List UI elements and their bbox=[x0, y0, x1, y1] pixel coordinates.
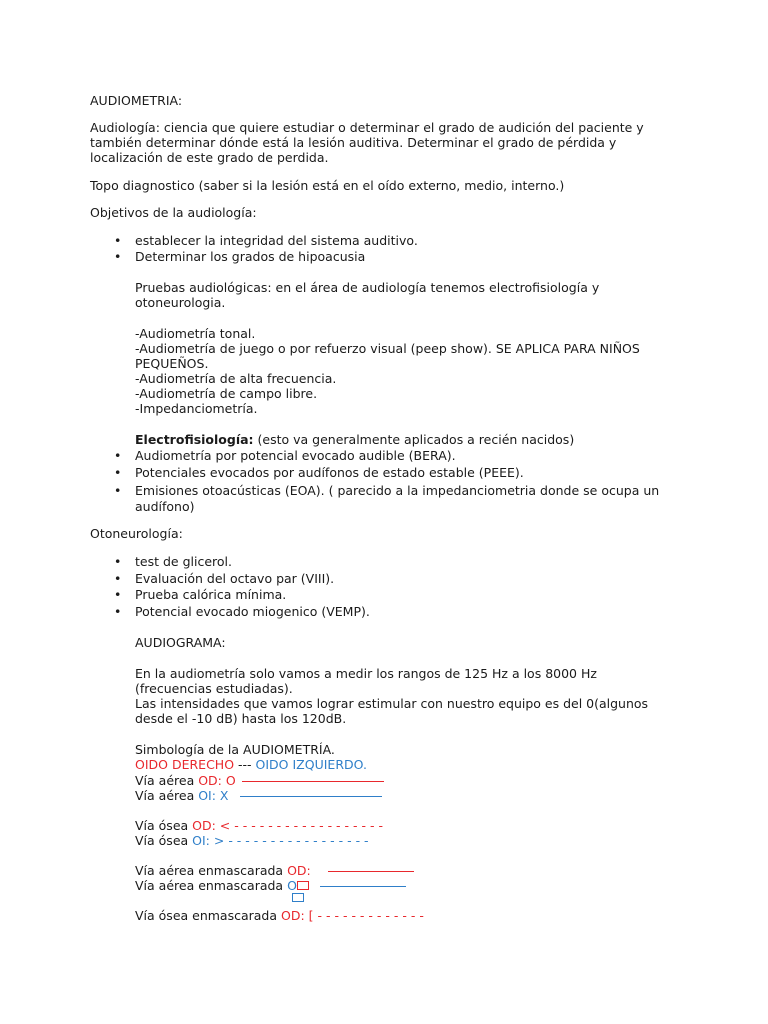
bullet: • bbox=[114, 233, 122, 248]
pruebas-line: otoneurologia. bbox=[135, 295, 226, 310]
via-aerea-enm-label: Vía aérea enmascarada bbox=[135, 878, 288, 893]
bullet: • bbox=[114, 604, 122, 619]
document-title: AUDIOMETRIA: bbox=[90, 93, 183, 108]
audiometria-type-line: -Audiometría tonal. bbox=[135, 326, 256, 341]
via-aerea-enm-oi-symbol: O bbox=[287, 878, 297, 893]
audiometria-type-line: -Audiometría de juego o por refuerzo visual (peep show). SE APLICA PARA NIÑOS bbox=[135, 341, 640, 356]
list-item: Potencial evocado miogenico (VEMP). bbox=[135, 604, 370, 619]
audiometria-type-line: -Audiometría de campo libre. bbox=[135, 386, 318, 401]
otoneurologia-heading: Otoneurología: bbox=[90, 526, 183, 541]
audiometria-type-line: PEQUEÑOS. bbox=[135, 356, 209, 371]
via-aerea-enm-oi-line bbox=[320, 886, 406, 887]
audiometria-type-line: -Impedanciometría. bbox=[135, 401, 258, 416]
audiograma-heading: AUDIOGRAMA: bbox=[135, 635, 226, 650]
via-osea-enm-od-symbol: OD: [ - - - - - - - - - - - - - bbox=[281, 908, 424, 923]
via-aerea-oi-row bbox=[135, 788, 382, 803]
via-osea-oi-symbol: OI: > - - - - - - - - - - - - - - - - - bbox=[192, 833, 369, 848]
list-item: Potenciales evocados por audífonos de estado estable (PEEE). bbox=[135, 465, 524, 480]
bullet: • bbox=[114, 448, 122, 463]
list-item: Evaluación del octavo par (VIII). bbox=[135, 571, 335, 586]
intro-line: Audiología: ciencia que quiere estudiar o determinar el grado de audición del paciente y bbox=[90, 120, 644, 135]
topo-paragraph: Topo diagnostico (saber si la lesión está en el oído externo, medio, interno.) bbox=[90, 178, 565, 193]
right-ear-label: OIDO DERECHO bbox=[135, 757, 235, 772]
audiometria-types bbox=[135, 326, 640, 416]
bullet: • bbox=[114, 249, 122, 264]
list-item: Determinar los grados de hipoacusia bbox=[135, 249, 366, 264]
via-aerea-enm-od-line bbox=[328, 871, 414, 872]
rangos-paragraph bbox=[135, 666, 648, 726]
bullet: • bbox=[114, 571, 122, 586]
electrofisiologia-heading bbox=[135, 432, 574, 447]
electrofisiologia-note: (esto va generalmente aplicados a recién nacidos) bbox=[253, 432, 575, 447]
audiometria-type-line: -Audiometría de alta frecuencia. bbox=[135, 371, 337, 386]
red-square-icon bbox=[297, 881, 309, 890]
list-item-continuation: audífono) bbox=[135, 499, 195, 514]
rangos-line: desde el -10 dB) hasta los 120dB. bbox=[135, 711, 347, 726]
list-item: Emisiones otoacústicas (EOA). ( parecido a la impedanciometria donde se ocupa un bbox=[135, 483, 660, 498]
blue-square-icon bbox=[292, 893, 304, 902]
via-aerea-enm-label: Vía aérea enmascarada bbox=[135, 863, 288, 878]
bullet: • bbox=[114, 483, 122, 498]
via-aerea-oi-line bbox=[240, 796, 382, 797]
via-aerea-label: Vía aérea bbox=[135, 788, 199, 803]
via-aerea-od-symbol: OD: O bbox=[198, 773, 236, 788]
bullet: • bbox=[114, 554, 122, 569]
pruebas-paragraph bbox=[135, 280, 599, 310]
pruebas-line: Pruebas audiológicas: en el área de audiología tenemos electrofisiología y bbox=[135, 280, 600, 295]
via-osea-label: Vía ósea bbox=[135, 818, 193, 833]
via-osea-enm-od-row bbox=[135, 908, 424, 923]
rangos-line: En la audiometría solo vamos a medir los rangos de 125 Hz a los 8000 Hz bbox=[135, 666, 597, 681]
separator: --- bbox=[234, 757, 256, 772]
rangos-line: (frecuencias estudiadas). bbox=[135, 681, 293, 696]
list-item: test de glicerol. bbox=[135, 554, 232, 569]
intro-line: localización de este grado de perdida. bbox=[90, 150, 329, 165]
via-osea-oi-row bbox=[135, 833, 369, 848]
via-osea-enm-label: Vía ósea enmascarada bbox=[135, 908, 282, 923]
via-aerea-od-row bbox=[135, 773, 384, 788]
via-aerea-enm-od-symbol: OD: bbox=[287, 863, 311, 878]
intro-paragraph bbox=[90, 120, 644, 165]
list-item: Audiometría por potencial evocado audible (BERA). bbox=[135, 448, 456, 463]
list-item: Prueba calórica mínima. bbox=[135, 587, 287, 602]
list-item: establecer la integridad del sistema auditivo. bbox=[135, 233, 418, 248]
left-ear-label: OIDO IZQUIERDO. bbox=[255, 757, 367, 772]
via-aerea-od-line bbox=[242, 781, 384, 782]
intro-line: también determinar dónde está la lesión auditiva. Determinar el grado de pérdida y bbox=[90, 135, 617, 150]
bullet: • bbox=[114, 587, 122, 602]
via-aerea-enm-od-row bbox=[135, 863, 414, 878]
via-aerea-enm-oi-row bbox=[135, 878, 406, 893]
objetivos-heading: Objetivos de la audiología: bbox=[90, 205, 257, 220]
via-osea-label: Vía ósea bbox=[135, 833, 193, 848]
via-osea-od-symbol: OD: < - - - - - - - - - - - - - - - - - - bbox=[192, 818, 383, 833]
electrofisiologia-label: Electrofisiología: bbox=[135, 432, 254, 447]
via-aerea-label: Vía aérea bbox=[135, 773, 199, 788]
rangos-line: Las intensidades que vamos lograr estimular con nuestro equipo es del 0(algunos bbox=[135, 696, 649, 711]
via-osea-od-row bbox=[135, 818, 383, 833]
bullet: • bbox=[114, 465, 122, 480]
via-aerea-oi-symbol: OI: X bbox=[198, 788, 229, 803]
ear-legend bbox=[135, 757, 367, 772]
simbologia-heading: Simbología de la AUDIOMETRÍA. bbox=[135, 742, 335, 757]
